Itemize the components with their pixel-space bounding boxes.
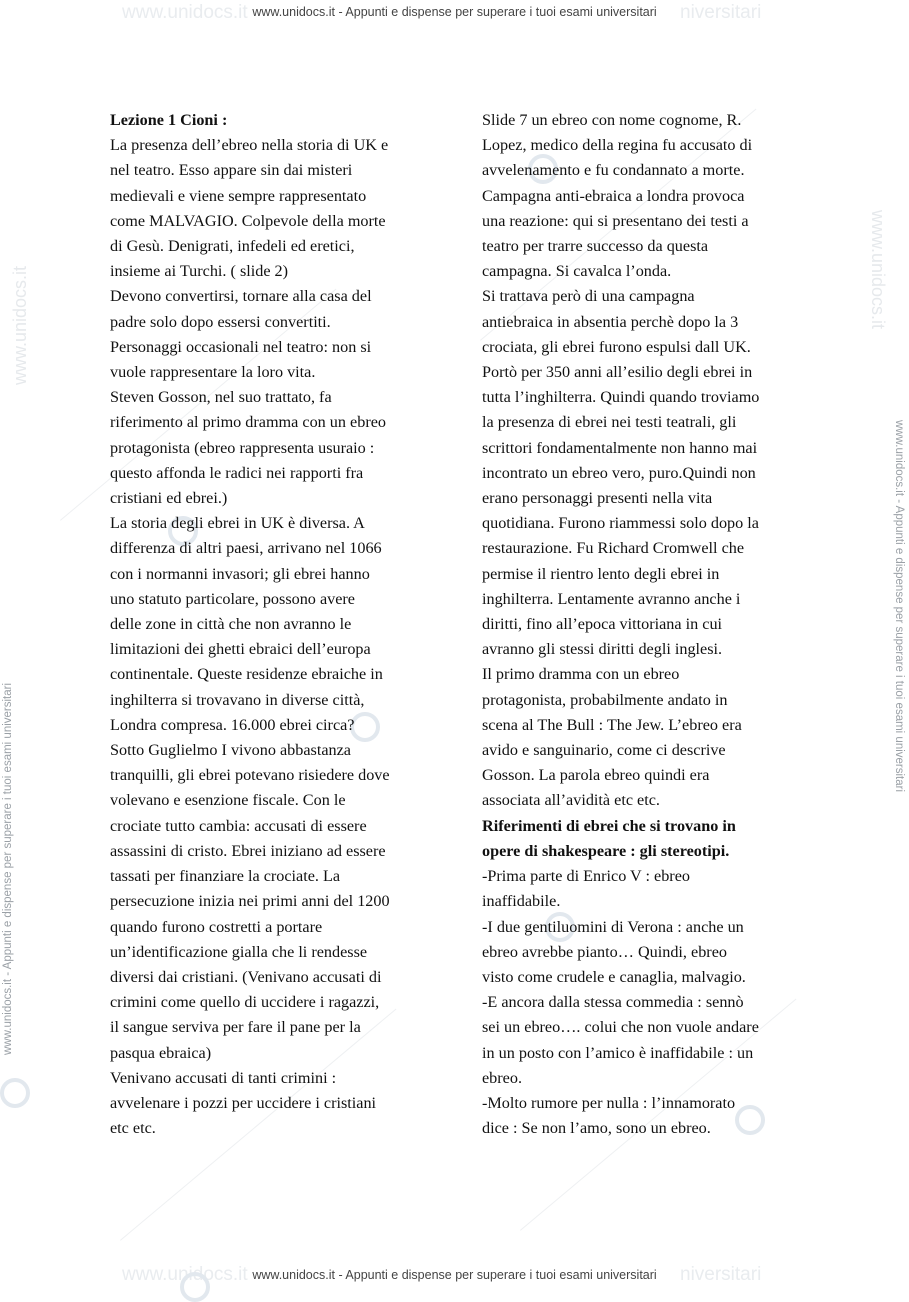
text-line: inghilterra si trovavano in diverse città, [110,690,365,709]
text-line: limitazioni dei ghetti ebraici dell’europa [110,640,371,659]
text-line: avido e sanguinario, come ci descrive [482,741,726,760]
text-line: come MALVAGIO. Colpevole della morte [110,211,386,230]
text-line: Steven Gosson, nel suo trattato, fa [110,388,332,407]
ghost-watermark-left: www.unidocs.it [10,265,30,385]
text-line: etc etc. [110,1119,156,1138]
text-line: crociate tutto cambia: accusati di essere [110,816,367,835]
text-line: in un posto con l’amico è inaffidabile : un [482,1043,754,1062]
text-line: di Gesù. Denigrati, infedeli ed eretici, [110,237,355,256]
text-line: visto come crudele e canaglia, malvagio. [482,967,746,986]
text-line: Il primo dramma con un ebreo [482,665,680,684]
text-line: restaurazione. Fu Richard Cromwell che [482,539,745,558]
text-line: -I due gentiluomini di Verona : anche un [482,917,744,936]
left-text-column [110,108,440,1141]
text-line: avranno gli stessi diritti degli inglesi. [482,640,723,659]
text-line: Venivano accusati di tanti crimini : [110,1068,337,1087]
text-line: diversi dai cristiani. (Venivano accusati di [110,967,382,986]
text-line: la presenza di ebrei nei testi teatrali, gli [482,413,737,432]
text-line: crimini come quello di uccidere i ragazzi, [110,993,380,1012]
text-line: Si trattava però di una campagna [482,287,695,306]
text-line: antiebraica in absentia perchè dopo la 3 [482,312,739,331]
text-line: Slide 7 un ebreo con nome cognome, R. [482,111,742,129]
text-line: Sotto Guglielmo I vivono abbastanza [110,741,351,760]
text-line: scrittori fondamentalmente non hanno mai [482,438,758,457]
text-line: questo affonda le radici nei rapporti fra [110,463,364,482]
text-line: volevano e esenzione fiscale. Con le [110,791,346,810]
text-line: avvelenamento e fu condannato a morte. [482,161,745,180]
text-line: una reazione: qui si presentano dei testi a [482,211,749,230]
text-line: crociata, gli ebrei furono espulsi dall UK. [482,337,751,356]
text-line: quotidiana. Furono riammessi solo dopo la [482,514,759,533]
text-line: Campagna anti-ebraica a londra provoca [482,186,745,205]
text-line: vuole rappresentare la loro vita. [110,363,316,382]
text-line: ebreo. [482,1068,522,1087]
text-line: un’identificazione gialla che li rendesse [110,942,368,961]
text-line: protagonista (ebreo rappresenta usuraio : [110,438,375,457]
footer-watermark: www.unidocs.it - Appunti e dispense per superare i tuoi esami universitari [252,1268,657,1282]
text-line: medievali e viene sempre rappresentato [110,186,367,205]
text-line: quando furono costretti a portare [110,917,323,936]
text-line: avvelenare i pozzi per uccidere i cristiani [110,1093,377,1112]
text-line: uno statuto particolare, possono avere [110,589,355,608]
text-line: La presenza dell’ebreo nella storia di UK e [110,136,389,155]
text-line: dice : Se non l’amo, sono un ebreo. [482,1119,711,1138]
text-line: padre solo dopo essersi convertiti. [110,312,331,331]
text-line: -E ancora dalla stessa commedia : sennò [482,993,744,1012]
text-line: ebreo avrebbe pianto… Quindi, ebreo [482,942,727,961]
text-line: tassati per finanziare la crociate. La [110,867,341,886]
text-line: Gosson. La parola ebreo quindi era [482,766,710,785]
text-line: teatro per trarre successo da questa [482,237,709,256]
right-text-column [482,108,812,1141]
text-line: delle zone in città che non avranno le [110,615,352,634]
right-side-watermark: www.unidocs.it - Appunti e dispense per superare i tuoi esami universitari [893,420,905,793]
text-line: Devono convertirsi, tornare alla casa del [110,287,372,306]
text-line: permise il rientro lento degli ebrei in [482,564,720,583]
text-line: Portò per 350 anni all’esilio degli ebrei in [482,363,753,382]
text-line: Londra compresa. 16.000 ebrei circa? [110,715,355,734]
heading-line: opere di shakespeare : gli stereotipi. [482,841,730,860]
text-line: persecuzione inizia nei primi anni del 1200 [110,892,390,911]
text-line: differenza di altri paesi, arrivano nel 1066 [110,539,382,558]
text-line: protagonista, probabilmente andato in [482,690,728,709]
text-line: inaffidabile. [482,892,561,911]
text-line: continentale. Queste residenze ebraiche in [110,665,383,684]
text-line: incontrato un ebreo vero, puro.Quindi non [482,463,756,482]
text-line: Lopez, medico della regina fu accusato di [482,136,753,155]
text-line: associata all’avidità etc etc. [482,791,660,810]
heading-line: Riferimenti di ebrei che si trovano in [482,816,736,835]
ghost-watermark-bottom-right: niversitari [680,1264,762,1285]
text-line: La storia degli ebrei in UK è diversa. A [110,514,365,533]
ghost-watermark-bottom: www.unidocs.it [122,1264,248,1285]
ghost-watermark-right: www.unidocs.it [868,210,888,330]
left-side-watermark: www.unidocs.it - Appunti e dispense per superare i tuoi esami universitari [2,682,14,1055]
text-line: nel teatro. Esso appare sin dai misteri [110,161,353,180]
header-watermark: www.unidocs.it - Appunti e dispense per superare i tuoi esami universitari [252,5,657,19]
text-line: assassini di cristo. Ebrei iniziano ad essere [110,841,386,860]
text-line: diritti, fino all’epoca vittoriana in cui [482,615,723,634]
text-line: inghilterra. Lentamente avranno anche i [482,589,741,608]
text-line: riferimento al primo dramma con un ebreo [110,413,386,432]
text-line: tranquilli, gli ebrei potevano risiedere dove [110,766,390,785]
text-line: il sangue serviva per fare il pane per la [110,1018,361,1037]
text-line: pasqua ebraica) [110,1043,212,1062]
text-line: erano personaggi presenti nella vita [482,489,713,508]
ghost-watermark-top: www.unidocs.it [122,2,248,23]
text-line: insieme ai Turchi. ( slide 2) [110,262,289,281]
heading-line: Lezione 1 Cioni : [110,111,228,129]
text-line: sei un ebreo…. colui che non vuole andare [482,1018,759,1037]
text-line: cristiani ed ebrei.) [110,489,228,508]
text-line: Personaggi occasionali nel teatro: non si [110,337,372,356]
text-line: tutta l’inghilterra. Quindi quando troviamo [482,388,760,407]
unidocs-logo-icon [0,1078,30,1108]
text-line: scena al The Bull : The Jew. L’ebreo era [482,715,742,734]
ghost-watermark-top-right: niversitari [680,2,762,23]
text-line: campagna. Si cavalca l’onda. [482,262,672,281]
text-line: -Prima parte di Enrico V : ebreo [482,867,690,886]
text-line: -Molto rumore per nulla : l’innamorato [482,1093,736,1112]
text-line: con i normanni invasori; gli ebrei hanno [110,564,370,583]
